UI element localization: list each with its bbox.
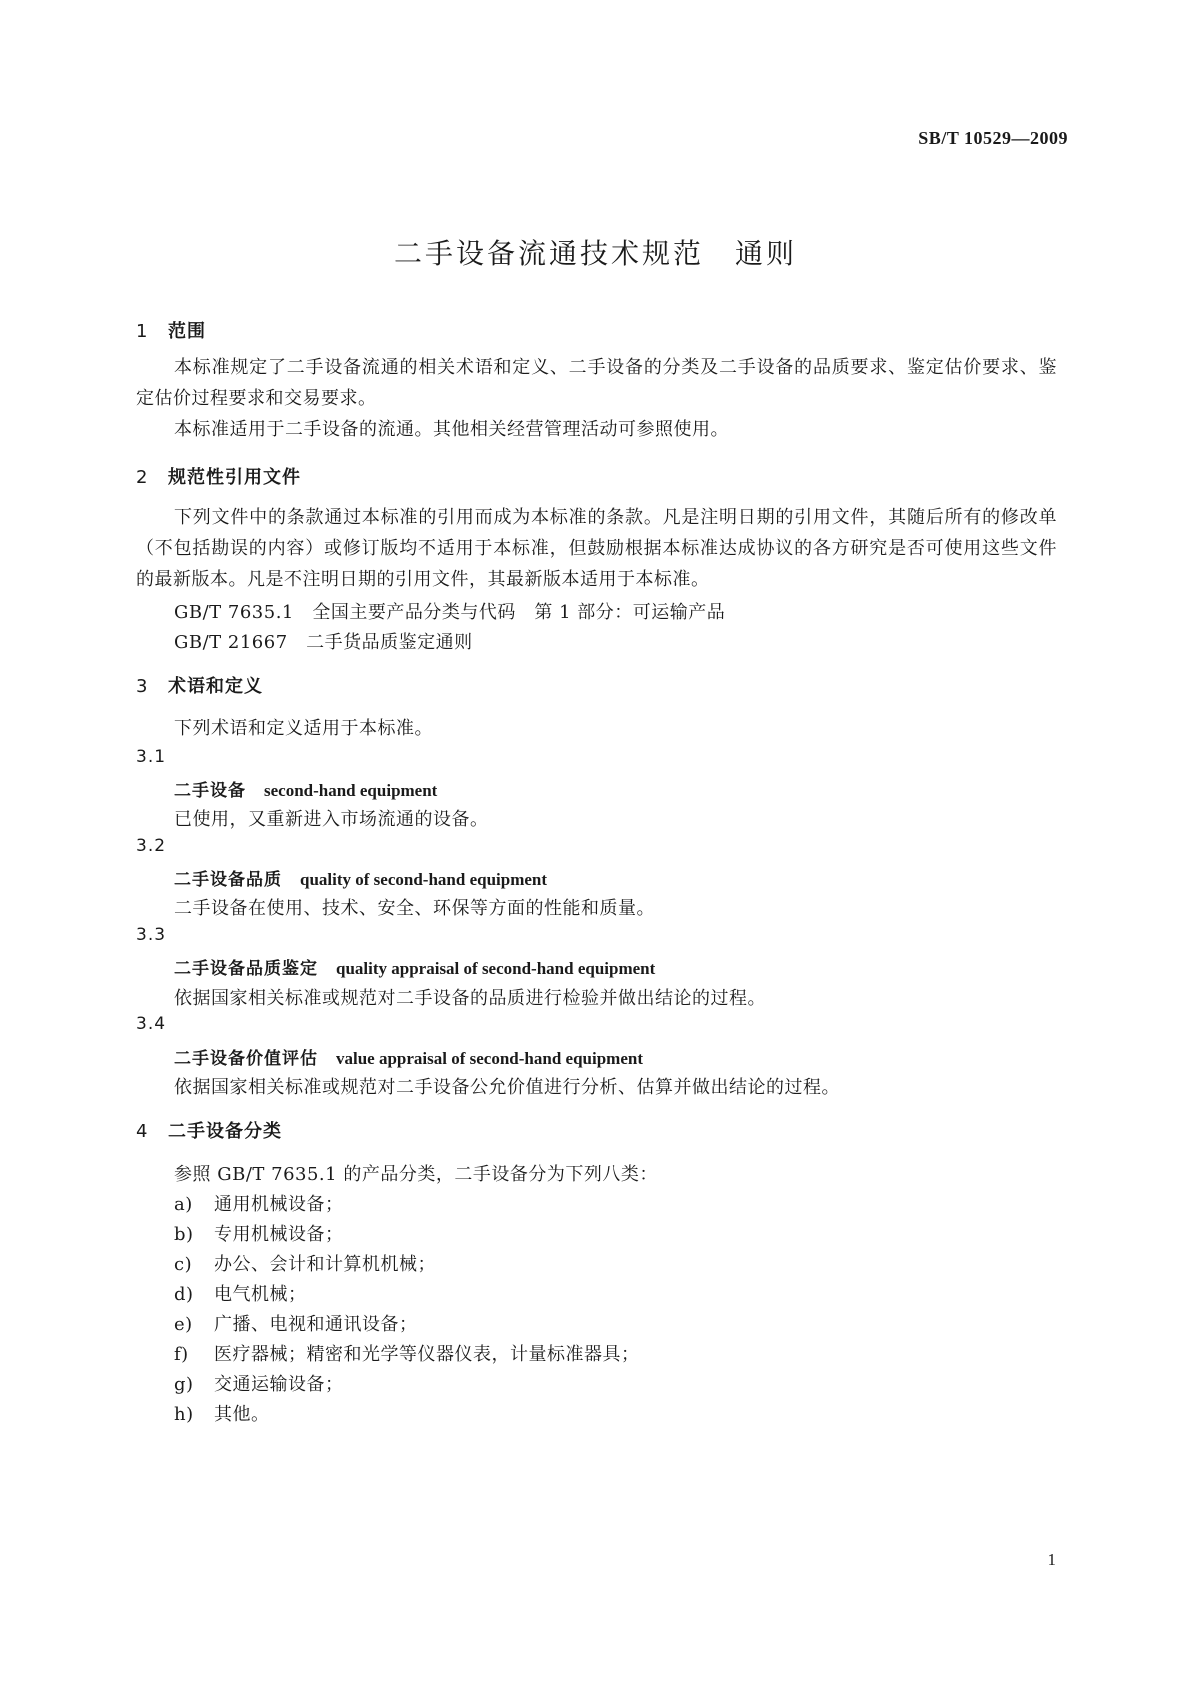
list-item (174, 1310, 418, 1336)
term-definition: 依据国家相关标准或规范对二手设备的品质进行检验并做出结论的过程。 (174, 988, 766, 1009)
list-label: e) (174, 1314, 193, 1335)
clause-number: 3.3 (136, 925, 167, 945)
term-title (174, 776, 437, 801)
list-item (174, 1340, 640, 1366)
section-title: 范围 (168, 321, 206, 342)
section-title: 二手设备分类 (168, 1121, 282, 1142)
list-label: g) (174, 1374, 194, 1395)
term-chinese: 二手设备价值评估 (174, 1049, 318, 1069)
list-item (174, 1400, 270, 1426)
list-text: 交通运输设备； (214, 1374, 344, 1395)
term-chinese: 二手设备品质鉴定 (174, 959, 318, 979)
reference-item: GB/T 21667 二手货品质鉴定通则 (174, 632, 473, 653)
list-item (174, 1190, 344, 1216)
list-item (174, 1370, 344, 1396)
section-3-heading (136, 672, 263, 698)
section-number: 1 (136, 321, 149, 342)
list-text: 医疗器械；精密和光学等仪器仪表，计量标准器具； (214, 1344, 640, 1365)
paragraph: 本标准规定了二手设备流通的相关术语和定义、二手设备的分类及二手设备的品质要求、鉴定估价要求、鉴定估价过程要求和交易要求。 (136, 357, 1057, 409)
term-english: value appraisal of second-hand equipment (336, 1049, 643, 1068)
paragraph: 本标准适用于二手设备的流通。其他相关经营管理活动可参照使用。 (174, 419, 729, 440)
term-english: quality of second-hand equipment (300, 870, 548, 889)
list-item (174, 1250, 436, 1276)
standard-code: SB/T 10529—2009 (918, 128, 1068, 148)
list-text: 其他。 (214, 1404, 270, 1425)
clause-number: 3.4 (136, 1014, 167, 1034)
list-label: c) (174, 1254, 193, 1275)
section-intro: 参照 GB/T 7635.1 的产品分类，二手设备分为下列八类： (174, 1164, 658, 1185)
list-item (174, 1220, 344, 1246)
list-label: d) (174, 1284, 194, 1305)
list-label: f) (174, 1344, 189, 1365)
list-text: 专用机械设备； (214, 1224, 344, 1245)
section-title: 术语和定义 (168, 676, 263, 697)
term-english: second-hand equipment (264, 781, 438, 800)
section-number: 4 (136, 1121, 149, 1142)
section-4-heading (136, 1117, 282, 1143)
list-item (174, 1280, 307, 1306)
section-2-heading (136, 463, 301, 489)
term-definition: 依据国家相关标准或规范对二手设备公允价值进行分析、估算并做出结论的过程。 (174, 1077, 840, 1098)
reference-item: GB/T 7635.1 全国主要产品分类与代码 第 1 部分：可运输产品 (174, 602, 726, 623)
list-text: 通用机械设备； (214, 1194, 344, 1215)
list-text: 办公、会计和计算机机械； (214, 1254, 436, 1275)
section-title: 规范性引用文件 (168, 467, 301, 488)
term-definition: 二手设备在使用、技术、安全、环保等方面的性能和质量。 (174, 898, 655, 919)
section-number: 2 (136, 467, 149, 488)
term-title (174, 1044, 643, 1069)
term-title (174, 954, 655, 979)
term-english: quality appraisal of second-hand equipment (336, 959, 656, 978)
list-label: b) (174, 1224, 194, 1245)
term-definition: 已使用，又重新进入市场流通的设备。 (174, 809, 489, 830)
term-chinese: 二手设备品质 (174, 870, 282, 890)
clause-number: 3.1 (136, 747, 167, 767)
section-number: 3 (136, 676, 149, 697)
list-label: h) (174, 1404, 194, 1425)
document-title: 二手设备流通技术规范 通则 (393, 237, 797, 270)
term-chinese: 二手设备 (174, 781, 246, 801)
section-intro: 下列术语和定义适用于本标准。 (174, 718, 433, 739)
page-number: 1 (1047, 1550, 1056, 1569)
paragraph: 下列文件中的条款通过本标准的引用而成为本标准的条款。凡是注明日期的引用文件，其随后所有的修改单（不包括勘误的内容）或修订版均不适用于本标准，但鼓励根据本标准达成协议的各方研究是否可使用这些文件的最新版本。凡是不注明日期的引用文件，其最新版本适用于本标准。 (136, 507, 1057, 590)
list-text: 广播、电视和通讯设备； (214, 1314, 418, 1335)
term-title (174, 865, 547, 890)
list-label: a) (174, 1194, 193, 1215)
clause-number: 3.2 (136, 836, 167, 856)
list-text: 电气机械； (214, 1284, 307, 1305)
section-1-heading (136, 317, 206, 343)
